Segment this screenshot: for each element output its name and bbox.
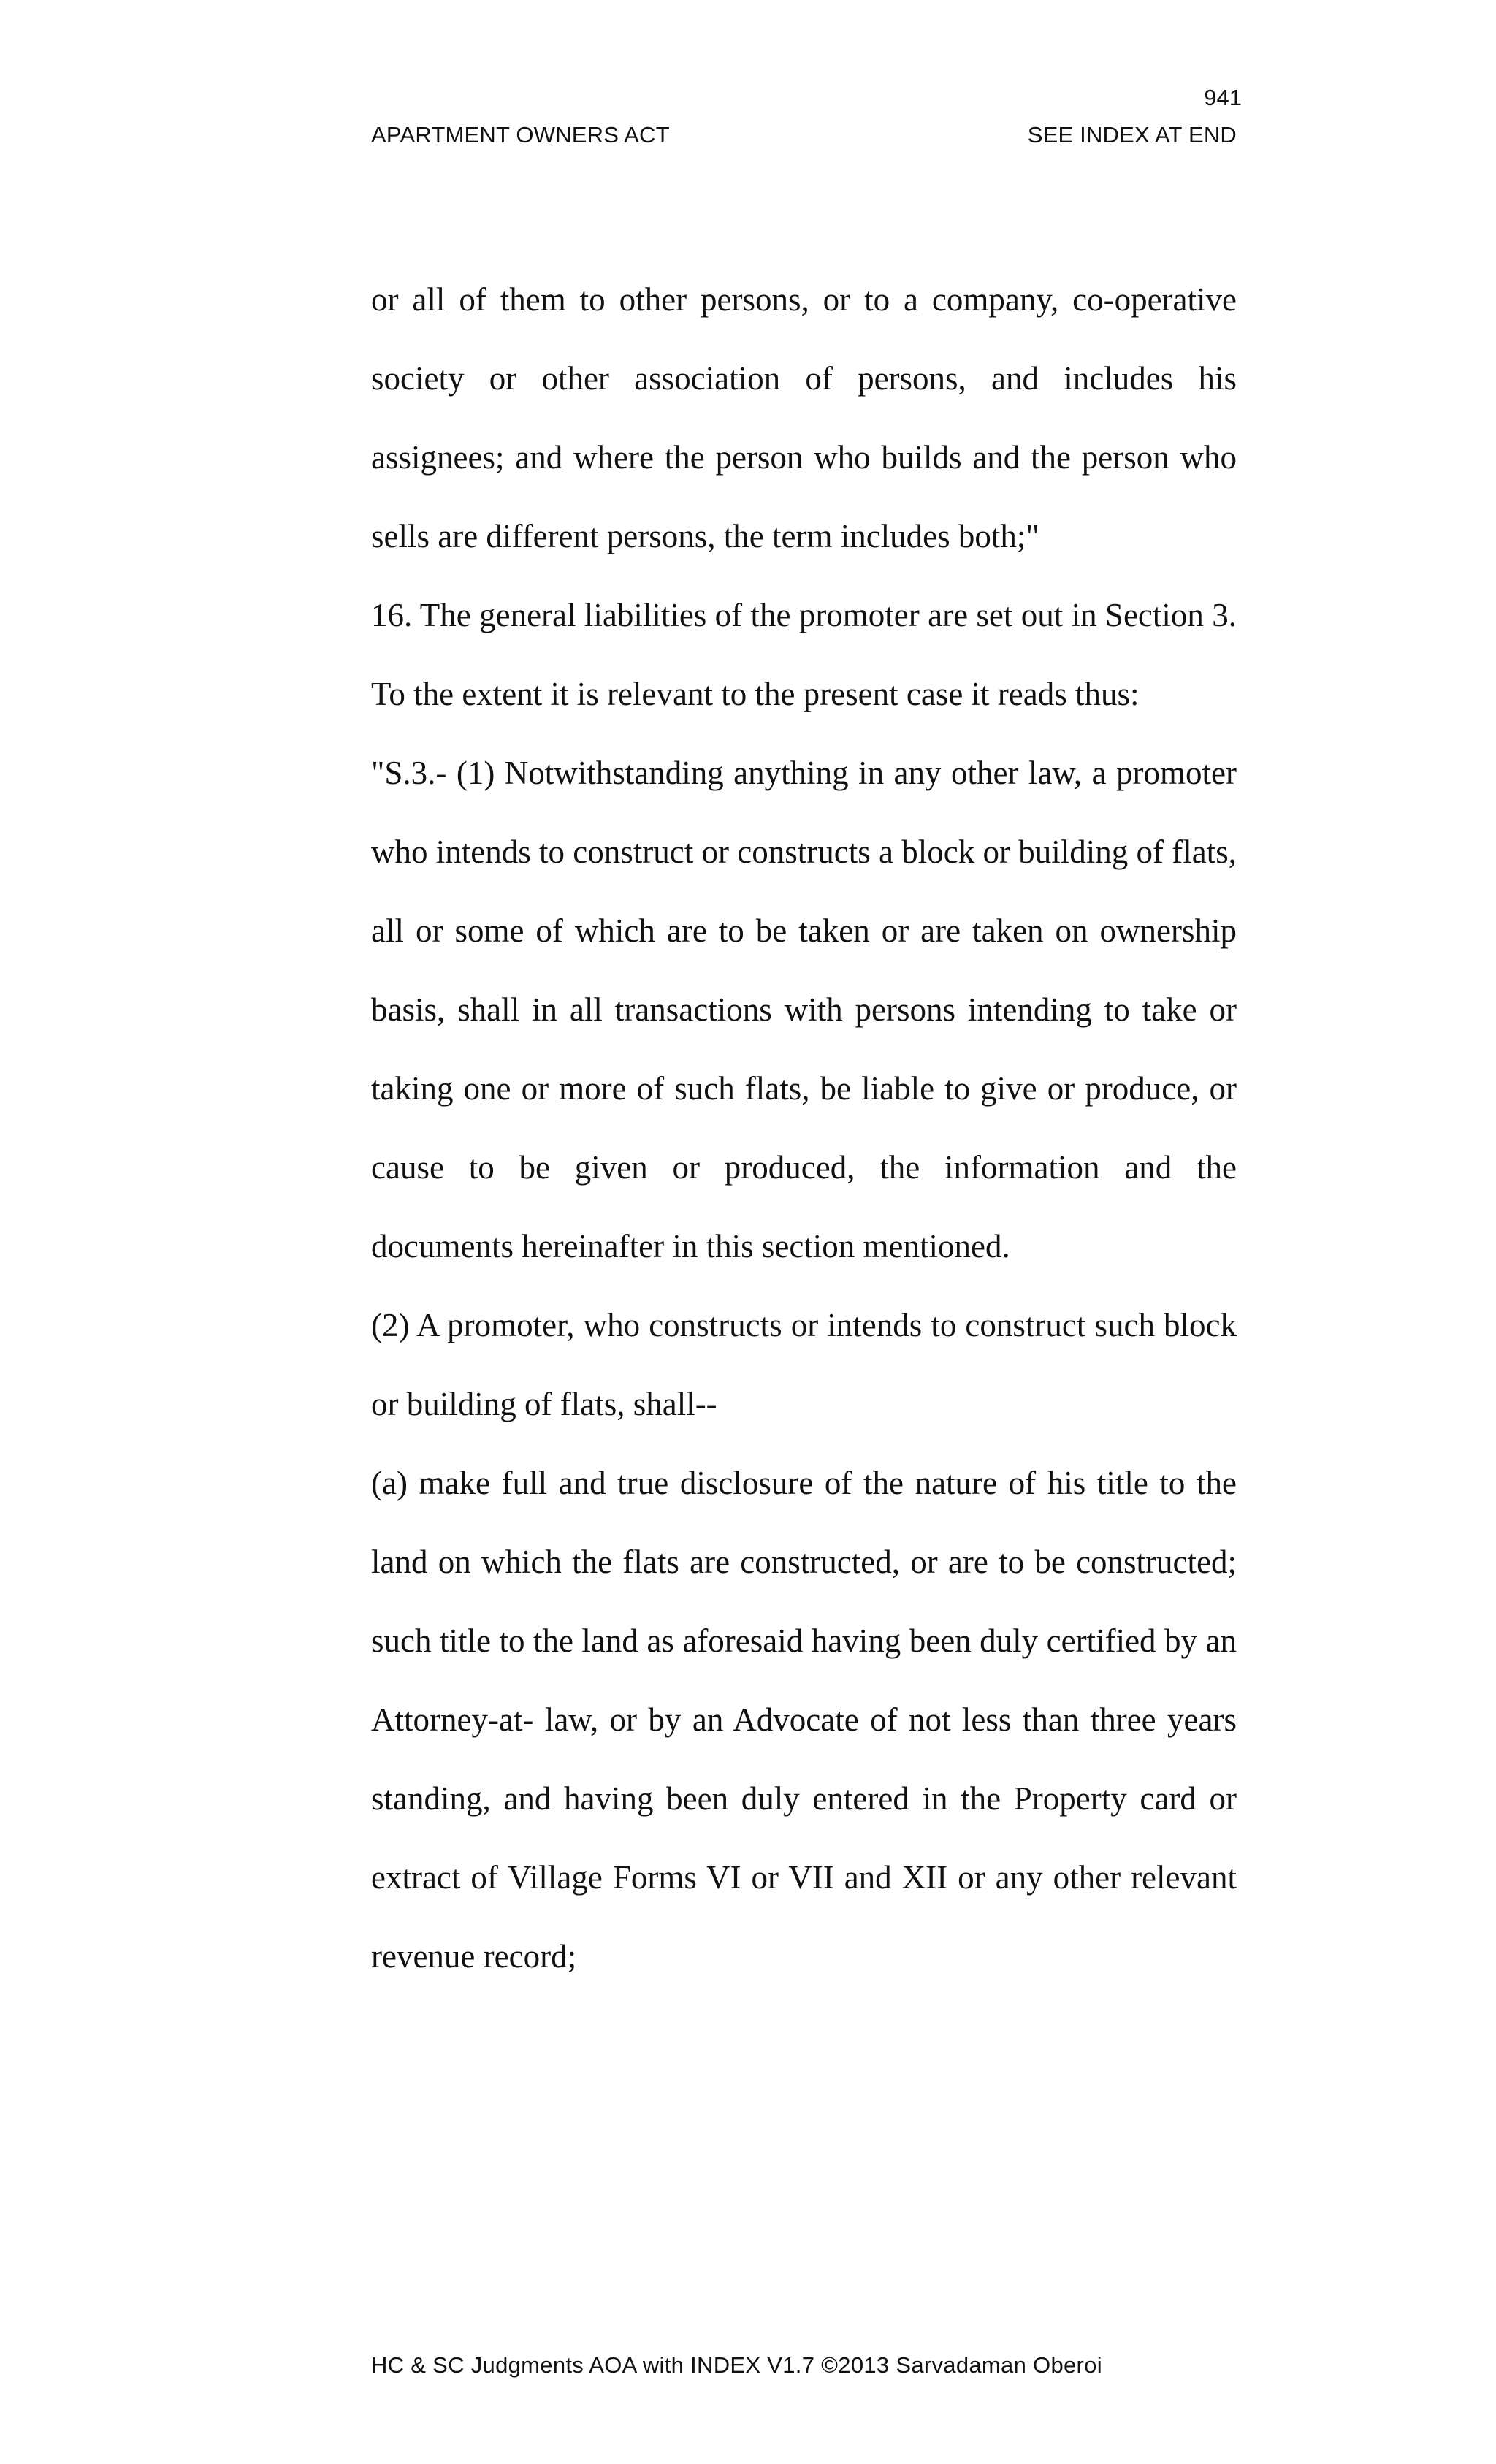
page-number: 941 xyxy=(1204,85,1242,110)
paragraph-16: 16. The general liabilities of the promoter are set out in Section 3. To the extent it is relevant to the present case it reads thus: xyxy=(371,597,1237,712)
paragraph-section-3-2: (2) A promoter, who constructs or intends to construct such block or building of flats, shall-- xyxy=(371,1307,1237,1422)
page-footer: HC & SC Judgments AOA with INDEX V1.7 ©2013 Sarvadaman Oberoi xyxy=(371,2352,1102,2378)
paragraph-section-3-2-a: (a) make full and true disclosure of the nature of his title to the land on which the flats are constructed, or are to be constructed; such title to the land as aforesaid having been duly certified by an Attorney-at- law, or by an Advocate of not less than three years standing, and having been duly entered in the Property card or extract of Village Forms VI or VII and XII or any other relevant revenue record; xyxy=(371,1465,1237,1975)
document-body xyxy=(371,260,1237,1996)
header-index-note: SEE INDEX AT END xyxy=(1027,122,1237,148)
running-header xyxy=(371,123,1237,146)
paragraph-section-3-1: "S.3.- (1) Notwithstanding anything in any other law, a promoter who intends to construct or constructs a block or building of flats, all or some of which are to be taken or are taken on ownership basis, shall in all transactions with persons intending to take or taking one or more of such flats, be liable to give or produce, or cause to be given or produced, the information and the documents hereinafter in this section mentioned. xyxy=(371,755,1237,1265)
paragraph-definition-continued: or all of them to other persons, or to a company, co-operative society or other association of persons, and includes his assignees; and where the person who builds and the person who sells are different persons, the term includes both;" xyxy=(371,281,1237,554)
header-act-title: APARTMENT OWNERS ACT xyxy=(371,122,670,148)
